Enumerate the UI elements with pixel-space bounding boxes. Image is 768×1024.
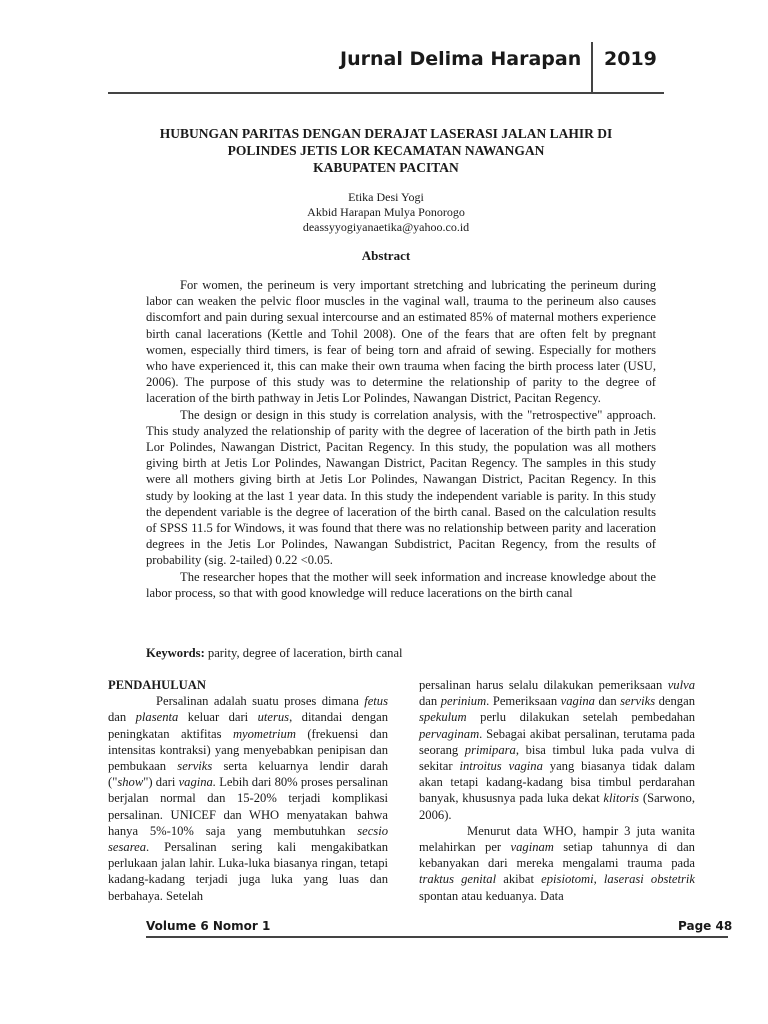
journal-year: 2019 [604,48,657,70]
italic-term: uterus [257,710,290,725]
paper-title-line: POLINDES JETIS LOR KECAMATAN NAWANGAN [227,143,545,158]
keywords [146,646,656,661]
text-run: dengan [655,694,695,709]
italic-term: serviks [177,759,213,774]
italic-term: fetus [364,694,388,709]
text-run: dan [419,694,441,709]
italic-term: perinium [440,694,487,709]
paper-title [108,125,664,176]
italic-term: myometrium [232,726,296,741]
text-run: Lebih dari 80% proses persalinan berjalan normal dan 15-20% terjadi komplikasi persalinan. UNICEF dan WHO menyatakan bahwa hanya 5%-10% saja yang membutuhkan [108,775,388,838]
footer-page-number: Page 48 [678,919,733,933]
section-heading: PENDAHULUAN [108,678,206,692]
text-run: dan [108,710,136,725]
paper-title-line: HUBUNGAN PARITAS DENGAN DERAJAT LASERASI JALAN LAHIR DI [159,126,613,141]
author-block [108,190,664,235]
italic-term: show [117,775,144,790]
text-run: . Pemeriksaan [486,694,561,709]
footer-volume: Volume 6 Nomor 1 [146,919,271,933]
italic-term: traktus genital [419,872,497,887]
text-run: akibat [496,872,542,887]
left-column [108,677,388,904]
body-paragraph [108,693,388,904]
italic-term: vagina. [178,775,217,790]
text-run: setiap tahunnya di dan kebanyakan dari mereka mengalami trauma pada [419,840,695,871]
abstract-body [146,277,656,601]
author-name: Etika Desi Yogi [348,190,424,204]
abstract-paragraph: The design or design in this study is correlation analysis, with the "retrospective" approach. This study analyzed the relationship of parity with the degree of laceration of the birth path in Jetis Lor Polindes, Nawangan District, Pacitan Regency. In this study, the population was all mothers giving birth at Jetis Lor Polindes, Nawangan District, Pacitan Regency. The samples in this study were all mothers giving birth at Jetis Lor Polindes, Nawangan District, Pacitan Regency. In this study by looking at the last 1 year data. In this study the independent variable is parity. In this study the dependent variable is the degree of laceration of the birth canal. Based on the calculation results of SPSS 11.5 for Windows, it was found that there was no relationship between parity and laceration degrees in the Jetis Lor Polindes, Nawangan Subdistrict, Pacitan Regency, from the results of probability (sig. 2-tailed) 0.22 <0.05. [146,407,656,568]
text-run: persalinan harus selalu dilakukan pemeriksaan [419,678,668,692]
text-run: spontan atau keduanya. Data [419,888,564,903]
text-run: ") dari [143,775,179,790]
abstract-paragraph: For women, the perineum is very important stretching and lubricating the perineum during labor can weaken the pelvic floor muscles in the vaginal wall, trauma to the perineum also causes discomfort and pain during sexual intercourse and an estimated 85% of maternal mothers experience birth canal lacerations (Kettle and Tohil 2008). One of the fears that are often felt by pregnant women, especially third timers, is fear of being torn and afraid of sewing. Especially for mothers who have experienced it, this can make their own trauma when facing the birth process later (USU, 2006). The purpose of this study was to determine the relationship of parity to the degree of laceration of the birth pathway in Jetis Lor Polindes, Nawangan District, Pacitan Regency. [146,278,656,406]
italic-term: vaginam [510,840,554,855]
italic-term: episiotomi, laserasi obstetrik [541,872,696,887]
text-run: (frekuensi dan intensitas kontraksi) yang menyebabkan penipisan dan pembukaan [108,726,388,774]
italic-term: klitoris [603,791,640,806]
text-run: dan [594,694,621,709]
right-column [419,677,695,904]
text-run: Menurut data WHO, hampir 3 juta wanita melahirkan per [419,823,695,855]
italic-term: pervaginam [419,726,480,741]
italic-term: introitus vagina [459,759,543,774]
keywords-label: Keywords: [146,646,205,660]
keywords-text: parity, degree of laceration, birth canal [204,646,403,660]
text-run: yang biasanya tidak dalam akan tetapi kadang-kadang bisa timbul perdarahan banyak, khususnya pada luka dekat [419,759,695,806]
journal-title: Jurnal Delima Harapan [340,48,582,70]
italic-term: secsio sesarea [108,823,388,855]
text-run: serta keluarnya lendir darah (" [108,759,389,790]
abstract-heading: Abstract [361,248,411,263]
text-run: perlu dilakukan setelah pembedahan [466,710,695,725]
italic-term: serviks [620,694,656,709]
italic-term: spekulum [419,710,467,725]
body-paragraph [419,677,695,823]
text-run: Persalinan adalah suatu proses dimana [156,694,365,709]
paper-title-line: KABUPATEN PACITAN [313,160,459,175]
header-divider-vertical [591,42,593,92]
text-run: . Sebagai akibat persalinan, terutama pada seorang [419,726,695,757]
body-paragraph [419,823,695,904]
author-email: deassyyogiyanaetika@yahoo.co.id [302,220,470,234]
text-run: keluar dari [178,710,258,725]
italic-term: vulva [667,678,695,692]
text-run: . Persalinan sering kali mengakibatkan perlukaan jalan lahir. Luka-luka biasanya ringan, tetapi kadang-kadang terjadi juga luka yang luas dan berbahaya. Setelah [108,840,388,903]
text-run: , bisa timbul luka pada vulva di sekitar [419,742,695,774]
italic-term: vagina [560,694,595,709]
abstract-paragraph: The researcher hopes that the mother will seek information and increase knowledge about the labor process, so that with good knowledge will reduce lacerations on the birth canal [146,569,656,600]
header-divider-horizontal [108,92,664,94]
italic-term: primipara [464,742,516,757]
text-run: (Sarwono, 2006). [419,791,695,822]
italic-term: plasenta [135,710,179,725]
author-affiliation: Akbid Harapan Mulya Ponorogo [307,205,465,219]
footer-divider [146,936,728,938]
text-run: , ditandai dengan peningkatan aktifitas [108,710,388,741]
